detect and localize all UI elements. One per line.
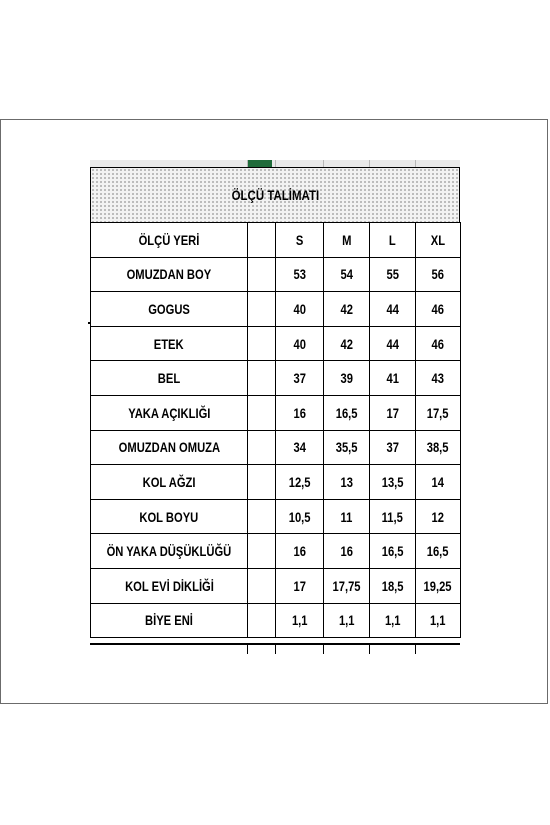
value-xl-text: 56	[431, 266, 445, 283]
row-label	[91, 465, 248, 500]
value-l	[370, 499, 416, 534]
value-l	[370, 257, 416, 292]
value-l-text: 11,5	[381, 508, 404, 525]
row-label	[91, 499, 248, 534]
value-m-text: 54	[340, 266, 353, 283]
header-measurement-label: ÖLÇÜ YERİ	[91, 223, 248, 258]
value-l	[370, 361, 416, 396]
row-label	[91, 568, 248, 603]
value-xl	[416, 603, 461, 638]
row-label-text: YAKA AÇIKLIĞI	[127, 404, 211, 421]
row-label	[91, 257, 248, 292]
table-row	[91, 326, 461, 361]
value-s	[276, 499, 324, 534]
value-xl	[416, 395, 461, 430]
row-label-text: KOL EVİ DİKLİĞİ	[124, 577, 214, 594]
empty-cell	[248, 326, 276, 361]
row-label-text: GOGUS	[148, 300, 190, 317]
value-xl	[416, 257, 461, 292]
row-label	[91, 430, 248, 465]
value-l	[370, 326, 416, 361]
partial-next-row	[90, 643, 460, 654]
value-s	[276, 361, 324, 396]
value-xl-text: 14	[431, 473, 445, 490]
value-m-text: 11	[340, 508, 353, 525]
table-row	[91, 499, 461, 534]
value-m-text: 42	[340, 335, 353, 352]
table-row	[91, 568, 461, 603]
row-label-text: BEL	[157, 370, 181, 387]
value-xl-text: 19,25	[423, 577, 453, 594]
value-m	[324, 395, 370, 430]
header-size-s: S	[276, 223, 324, 258]
value-m-text: 35,5	[335, 439, 358, 456]
value-xl	[416, 361, 461, 396]
value-m	[324, 292, 370, 327]
value-s	[276, 568, 324, 603]
value-s-text: 37	[293, 370, 306, 387]
value-m	[324, 430, 370, 465]
value-s	[276, 257, 324, 292]
table-row	[91, 292, 461, 327]
empty-cell	[248, 499, 276, 534]
value-l	[370, 568, 416, 603]
value-xl	[416, 465, 461, 500]
table-row	[91, 395, 461, 430]
value-l	[370, 430, 416, 465]
value-s-text: 12,5	[288, 473, 311, 490]
chart-title: ÖLÇÜ TALİMATI	[231, 187, 319, 203]
row-label	[91, 395, 248, 430]
table-row	[91, 534, 461, 569]
value-m-text: 17,75	[332, 577, 361, 594]
chart-title-cell	[90, 167, 460, 223]
value-xl	[416, 326, 461, 361]
value-l	[370, 534, 416, 569]
selected-column-indicator	[248, 160, 272, 167]
empty-cell	[248, 430, 276, 465]
value-m	[324, 603, 370, 638]
value-m-text: 1,1	[338, 612, 355, 629]
table-row	[91, 361, 461, 396]
empty-cell	[248, 257, 276, 292]
row-marker	[88, 322, 91, 324]
value-m	[324, 499, 370, 534]
value-l-text: 13,5	[381, 473, 404, 490]
value-s-text: 40	[293, 335, 306, 352]
value-m-text: 13	[340, 473, 353, 490]
value-s	[276, 534, 324, 569]
header-size-l: L	[370, 223, 416, 258]
header-size-xl: XL	[416, 223, 461, 258]
value-l-text: 44	[386, 300, 399, 317]
value-s	[276, 292, 324, 327]
table-row	[91, 603, 461, 638]
value-l	[370, 603, 416, 638]
table-row	[91, 430, 461, 465]
value-m	[324, 361, 370, 396]
empty-cell	[248, 534, 276, 569]
value-l-text: 17	[386, 404, 399, 421]
size-table	[90, 222, 461, 638]
size-chart-sheet	[90, 160, 460, 652]
row-label	[91, 292, 248, 327]
row-label-text: ÖN YAKA DÜŞÜKLÜĞÜ	[106, 543, 232, 560]
value-xl	[416, 430, 461, 465]
value-l	[370, 395, 416, 430]
value-xl-text: 1,1	[430, 612, 446, 629]
value-m	[324, 534, 370, 569]
row-label	[91, 361, 248, 396]
value-l	[370, 465, 416, 500]
value-m-text: 16	[340, 543, 353, 560]
value-l-text: 37	[386, 439, 399, 456]
row-label	[91, 603, 248, 638]
value-xl-text: 12	[431, 508, 445, 525]
value-xl-text: 46	[431, 300, 445, 317]
value-l	[370, 292, 416, 327]
value-s-text: 40	[293, 300, 306, 317]
value-l-text: 16,5	[381, 543, 404, 560]
value-m	[324, 465, 370, 500]
value-xl-text: 38,5	[427, 439, 449, 456]
value-l-text: 44	[386, 335, 399, 352]
value-l-text: 55	[386, 266, 399, 283]
empty-cell	[248, 465, 276, 500]
value-m	[324, 326, 370, 361]
empty-cell	[248, 568, 276, 603]
value-s-text: 16	[293, 543, 306, 560]
empty-cell	[248, 361, 276, 396]
value-s	[276, 430, 324, 465]
value-xl	[416, 499, 461, 534]
table-header-row	[91, 223, 461, 258]
value-l-text: 18,5	[381, 577, 404, 594]
value-s-text: 53	[293, 266, 306, 283]
value-xl-text: 43	[431, 370, 445, 387]
value-s-text: 17	[293, 577, 306, 594]
row-label-text: OMUZDAN BOY	[126, 266, 212, 283]
value-l-text: 1,1	[384, 612, 401, 629]
value-s	[276, 603, 324, 638]
empty-cell	[248, 603, 276, 638]
value-s-text: 1,1	[291, 612, 308, 629]
row-label-text: OMUZDAN OMUZA	[118, 439, 220, 456]
row-label-text: ETEK	[154, 335, 184, 352]
value-s	[276, 395, 324, 430]
row-label-text: KOL AĞZI	[142, 473, 196, 490]
value-m	[324, 257, 370, 292]
value-m-text: 39	[340, 370, 353, 387]
value-s	[276, 465, 324, 500]
row-label-text: KOL BOYU	[139, 508, 199, 525]
table-row	[91, 465, 461, 500]
value-xl-text: 17,5	[427, 404, 449, 421]
row-label-text: BİYE ENİ	[145, 612, 193, 629]
table-row	[91, 257, 461, 292]
value-s	[276, 326, 324, 361]
value-m-text: 42	[340, 300, 353, 317]
value-xl-text: 16,5	[427, 543, 449, 560]
value-s-text: 16	[293, 404, 306, 421]
value-l-text: 41	[386, 370, 399, 387]
value-s-text: 34	[293, 439, 306, 456]
value-m	[324, 568, 370, 603]
value-xl	[416, 292, 461, 327]
value-m-text: 16,5	[335, 404, 358, 421]
row-label	[91, 326, 248, 361]
empty-cell	[248, 395, 276, 430]
empty-cell	[248, 292, 276, 327]
value-xl	[416, 568, 461, 603]
value-s-text: 10,5	[288, 508, 311, 525]
row-label	[91, 534, 248, 569]
empty-cell	[248, 223, 276, 258]
header-size-m: M	[324, 223, 370, 258]
value-xl-text: 46	[431, 335, 445, 352]
value-xl	[416, 534, 461, 569]
